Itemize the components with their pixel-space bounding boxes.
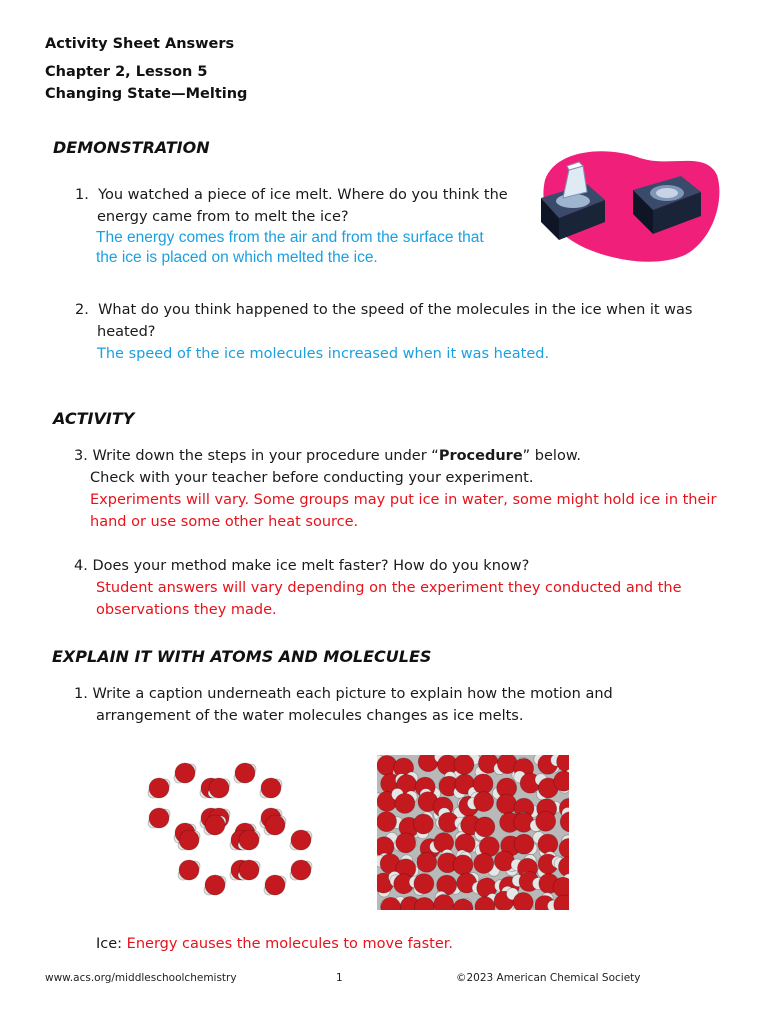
footer-url: www.acs.org/middleschoolchemistry — [45, 972, 237, 984]
question-4 — [74, 555, 734, 621]
oxygen-atom — [434, 895, 454, 910]
chapter-lesson: Chapter 2, Lesson 5 — [45, 64, 208, 80]
oxygen-atom — [494, 851, 514, 871]
oxygen-atom — [265, 815, 285, 835]
ice-lattice-image — [130, 755, 325, 905]
question-text: energy came from to melt the ice? — [97, 209, 349, 225]
footer-copyright: ©2023 American Chemical Society — [456, 972, 641, 984]
question-1 — [75, 184, 545, 228]
oxygen-atom — [396, 833, 416, 853]
oxygen-atom — [536, 811, 556, 831]
oxygen-atom — [239, 860, 259, 880]
oxygen-atom — [474, 792, 494, 812]
oxygen-atom — [175, 763, 195, 783]
oxygen-atom — [454, 755, 474, 775]
oxygen-atom — [497, 794, 517, 814]
caption-answer: Energy causes the molecules to move faster. — [126, 936, 454, 952]
oxygen-atom — [553, 877, 569, 897]
question-text: arrangement of the water molecules changes as ice melts. — [96, 708, 524, 724]
demonstration-heading: DEMONSTRATION — [53, 138, 210, 157]
question-number: 1. — [75, 187, 89, 203]
ice-caption — [96, 933, 453, 955]
question-text: ” below. — [522, 448, 581, 464]
oxygen-atom — [209, 778, 229, 798]
question-text: You watched a piece of ice melt. Where do you think the — [98, 187, 508, 203]
answer-1 — [96, 228, 484, 268]
oxygen-atom — [291, 830, 311, 850]
oxygen-atom — [417, 852, 437, 872]
answer-4-line1: Student answers will vary depending on the experiment they conducted and the — [96, 580, 682, 596]
answer-4-line2: observations they made. — [96, 602, 277, 618]
oxygen-atom — [205, 875, 225, 895]
question-text: 1. Write a caption underneath each picture to explain how the motion and — [74, 686, 613, 702]
activity-heading: ACTIVITY — [53, 409, 135, 428]
oxygen-atom — [261, 778, 281, 798]
oxygen-atom — [395, 793, 415, 813]
procedure-bold: Procedure — [438, 448, 523, 464]
question-text: 4. Does your method make ice melt faster? How do you know? — [74, 558, 530, 574]
sheet-title: Activity Sheet Answers — [45, 36, 235, 52]
question-number: 2. — [75, 302, 89, 318]
lesson-title: Changing State—Melting — [45, 86, 248, 102]
answer-2: The speed of the ice molecules increased when it was heated. — [97, 346, 550, 362]
oxygen-atom — [513, 892, 533, 910]
oxygen-atom — [414, 874, 434, 894]
question-text: heated? — [97, 324, 156, 340]
demo-image-ice-blocks — [535, 140, 720, 270]
oxygen-atom — [205, 815, 225, 835]
question-text: 3. Write down the steps in your procedure under “ — [74, 448, 439, 464]
oxygen-atom — [413, 814, 433, 834]
oxygen-atom — [179, 860, 199, 880]
oxygen-atom — [179, 830, 199, 850]
question-3 — [74, 445, 734, 533]
explain-question-1 — [74, 683, 734, 727]
question-text: Check with your teacher before conducting your experiment. — [90, 470, 534, 486]
answer-3-line1: Experiments will vary. Some groups may put ice in water, some might hold ice in their — [90, 492, 717, 508]
caption-label: Ice: — [96, 936, 123, 952]
oxygen-atom — [235, 763, 255, 783]
oxygen-atom — [434, 833, 454, 853]
oxygen-atom — [239, 830, 259, 850]
oxygen-atom — [265, 875, 285, 895]
answer-line: The energy comes from the air and from the surface that — [96, 229, 484, 246]
oxygen-atom — [149, 808, 169, 828]
answer-3-line2: hand or use some other heat source. — [90, 514, 359, 530]
question-text: What do you think happened to the speed of the molecules in the ice when it was — [98, 302, 693, 318]
liquid-water-image — [377, 755, 569, 910]
answer-line: the ice is placed on which melted the ice. — [96, 249, 378, 266]
oxygen-atom — [514, 834, 534, 854]
oxygen-atom — [291, 860, 311, 880]
question-2 — [75, 299, 715, 365]
explain-heading: EXPLAIN IT WITH ATOMS AND MOLECULES — [52, 647, 432, 666]
oxygen-atom — [453, 855, 473, 875]
oxygen-atom — [474, 853, 494, 873]
oxygen-atom — [377, 812, 397, 832]
oxygen-atom — [538, 834, 558, 854]
oxygen-atom — [149, 778, 169, 798]
oxygen-atom — [473, 774, 493, 794]
oxygen-atom — [475, 817, 495, 837]
page-number: 1 — [336, 972, 343, 984]
